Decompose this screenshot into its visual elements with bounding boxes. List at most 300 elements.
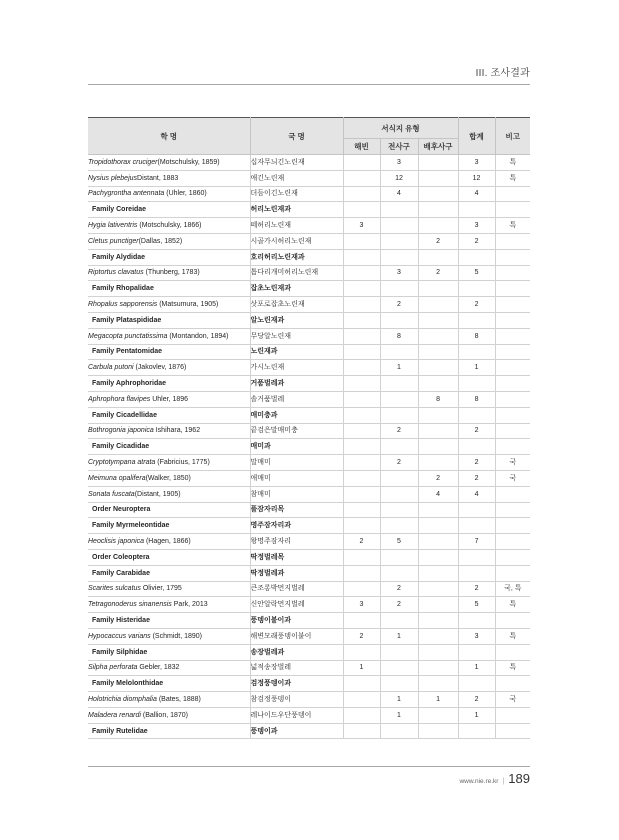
- family-name: Family Coreidae: [92, 206, 147, 214]
- species-author: (Matsumura, 1905): [157, 301, 219, 309]
- note-cell: [495, 644, 530, 660]
- foredune-count-cell: [380, 407, 418, 423]
- foredune-count-cell: [380, 376, 418, 392]
- scientific-name-cell: [88, 376, 250, 392]
- family-row: [88, 565, 530, 581]
- backdune-count-cell: [418, 644, 458, 660]
- total-count-cell: [458, 518, 495, 534]
- scientific-name-cell: [88, 155, 250, 171]
- foredune-count-cell: [380, 518, 418, 534]
- total-count-cell: 2: [458, 692, 495, 708]
- total-count-cell: [458, 312, 495, 328]
- page-footer: [459, 771, 530, 786]
- total-count-cell: 2: [458, 423, 495, 439]
- total-count-cell: [458, 202, 495, 218]
- total-count-cell: [458, 565, 495, 581]
- species-row: [88, 628, 530, 644]
- species-row: [88, 186, 530, 202]
- total-count-cell: 7: [458, 534, 495, 550]
- note-cell: [495, 565, 530, 581]
- species-author: (Dallas, 1852): [138, 237, 183, 245]
- beach-count-cell: [343, 502, 380, 518]
- beach-count-cell: [343, 155, 380, 171]
- korean-name-cell: 딱정벌레목: [250, 549, 343, 565]
- total-count-cell: [458, 376, 495, 392]
- backdune-count-cell: [418, 613, 458, 629]
- scientific-name-cell: [88, 597, 250, 613]
- header-note: 비고: [495, 118, 530, 155]
- header-korean-name: 국 명: [250, 118, 343, 155]
- beach-count-cell: [343, 391, 380, 407]
- backdune-count-cell: [418, 202, 458, 218]
- scientific-name-cell: [88, 391, 250, 407]
- backdune-count-cell: [418, 628, 458, 644]
- foredune-count-cell: 12: [380, 170, 418, 186]
- family-row: [88, 644, 530, 660]
- note-cell: [495, 707, 530, 723]
- family-name: Family Cicadellidae: [92, 411, 157, 419]
- backdune-count-cell: [418, 360, 458, 376]
- foredune-count-cell: [380, 344, 418, 360]
- note-cell: [495, 486, 530, 502]
- species-scientific-name: Tetragonoderus sinanensis: [88, 601, 172, 609]
- family-row: [88, 676, 530, 692]
- beach-count-cell: [343, 723, 380, 739]
- total-count-cell: 2: [458, 297, 495, 313]
- backdune-count-cell: 2: [418, 265, 458, 281]
- species-scientific-name: Meimuna opalifera: [88, 474, 146, 482]
- korean-name-cell: 말매미: [250, 455, 343, 471]
- foredune-count-cell: [380, 439, 418, 455]
- beach-count-cell: [343, 486, 380, 502]
- total-count-cell: [458, 249, 495, 265]
- species-row: [88, 423, 530, 439]
- family-row: [88, 281, 530, 297]
- total-count-cell: [458, 344, 495, 360]
- total-count-cell: 4: [458, 486, 495, 502]
- korean-name-cell: 풍뎅이붙이과: [250, 613, 343, 629]
- note-cell: [495, 502, 530, 518]
- beach-count-cell: 2: [343, 534, 380, 550]
- beach-count-cell: [343, 613, 380, 629]
- note-cell: 국: [495, 692, 530, 708]
- beach-count-cell: [343, 565, 380, 581]
- korean-name-cell: 시골가시허리노린재: [250, 233, 343, 249]
- foredune-count-cell: 2: [380, 297, 418, 313]
- note-cell: [495, 723, 530, 739]
- korean-name-cell: 허리노린재과: [250, 202, 343, 218]
- foredune-count-cell: [380, 723, 418, 739]
- beach-count-cell: [343, 439, 380, 455]
- backdune-count-cell: [418, 312, 458, 328]
- species-row: [88, 233, 530, 249]
- species-row: [88, 470, 530, 486]
- species-row: [88, 660, 530, 676]
- species-scientific-name: Pachygrontha antennata: [88, 190, 165, 198]
- species-scientific-name: Carbula putoni: [88, 364, 134, 372]
- scientific-name-cell: [88, 549, 250, 565]
- backdune-count-cell: [418, 439, 458, 455]
- total-count-cell: 3: [458, 218, 495, 234]
- foredune-count-cell: [380, 549, 418, 565]
- korean-name-cell: 알노린재과: [250, 312, 343, 328]
- scientific-name-cell: [88, 676, 250, 692]
- note-cell: [495, 233, 530, 249]
- backdune-count-cell: [418, 186, 458, 202]
- korean-name-cell: 톱다리개미허리노린재: [250, 265, 343, 281]
- species-scientific-name: Silpha perforata: [88, 664, 138, 672]
- backdune-count-cell: [418, 597, 458, 613]
- total-count-cell: 3: [458, 628, 495, 644]
- backdune-count-cell: [418, 707, 458, 723]
- foredune-count-cell: [380, 391, 418, 407]
- backdune-count-cell: [418, 218, 458, 234]
- family-name: Family Pentatomidae: [92, 348, 163, 356]
- footer-rule: [88, 766, 530, 767]
- backdune-count-cell: 8: [418, 391, 458, 407]
- species-author: Uhler, 1896: [150, 395, 189, 403]
- scientific-name-cell: [88, 613, 250, 629]
- backdune-count-cell: [418, 676, 458, 692]
- foredune-count-cell: 2: [380, 455, 418, 471]
- backdune-count-cell: 4: [418, 486, 458, 502]
- foredune-count-cell: 3: [380, 155, 418, 171]
- species-author: Gebler, 1832: [137, 664, 180, 672]
- backdune-count-cell: [418, 281, 458, 297]
- korean-name-cell: 해변모래풍뎅이붙이: [250, 628, 343, 644]
- species-scientific-name: Hygia lativentris: [88, 222, 138, 230]
- order-row: [88, 549, 530, 565]
- table-header: [88, 118, 530, 155]
- foredune-count-cell: 1: [380, 692, 418, 708]
- beach-count-cell: [343, 312, 380, 328]
- header-scientific-name: 학 명: [88, 118, 250, 155]
- backdune-count-cell: [418, 328, 458, 344]
- backdune-count-cell: [418, 549, 458, 565]
- family-row: [88, 723, 530, 739]
- scientific-name-cell: [88, 249, 250, 265]
- korean-name-cell: 애매미: [250, 470, 343, 486]
- species-row: [88, 360, 530, 376]
- note-cell: [495, 391, 530, 407]
- note-cell: [495, 297, 530, 313]
- note-cell: 특: [495, 628, 530, 644]
- family-name: Family Alydidae: [92, 253, 146, 261]
- beach-count-cell: [343, 344, 380, 360]
- korean-name-cell: 떼허리노린재: [250, 218, 343, 234]
- order-row: [88, 502, 530, 518]
- species-scientific-name: Heoclisis japonica: [88, 538, 145, 546]
- species-scientific-name: Riptortus clavatus: [88, 269, 144, 277]
- total-count-cell: 2: [458, 233, 495, 249]
- beach-count-cell: 2: [343, 628, 380, 644]
- scientific-name-cell: [88, 170, 250, 186]
- beach-count-cell: [343, 455, 380, 471]
- beach-count-cell: [343, 265, 380, 281]
- species-author: (Ballion, 1870): [140, 711, 189, 719]
- note-cell: [495, 423, 530, 439]
- header-backdune: 배후사구: [418, 139, 458, 155]
- korean-name-cell: 명주잠자리과: [250, 518, 343, 534]
- species-row: [88, 155, 530, 171]
- korean-name-cell: 잡초노린재과: [250, 281, 343, 297]
- foredune-count-cell: 1: [380, 628, 418, 644]
- backdune-count-cell: [418, 155, 458, 171]
- total-count-cell: [458, 549, 495, 565]
- foredune-count-cell: 2: [380, 581, 418, 597]
- table-body: [88, 155, 530, 739]
- foredune-count-cell: 3: [380, 265, 418, 281]
- family-row: [88, 407, 530, 423]
- footer-separator: |: [502, 778, 505, 785]
- korean-name-cell: 거품벌레과: [250, 376, 343, 392]
- family-name: Family Aphrophoridae: [92, 380, 167, 388]
- foredune-count-cell: [380, 202, 418, 218]
- scientific-name-cell: [88, 202, 250, 218]
- korean-name-cell: 참매미: [250, 486, 343, 502]
- footer-url: www.nie.re.kr: [459, 778, 499, 785]
- korean-name-cell: 더듬이긴노린재: [250, 186, 343, 202]
- family-row: [88, 613, 530, 629]
- korean-name-cell: 신안알락먼지벌레: [250, 597, 343, 613]
- scientific-name-cell: [88, 423, 250, 439]
- note-cell: [495, 249, 530, 265]
- species-row: [88, 707, 530, 723]
- scientific-name-cell: [88, 312, 250, 328]
- note-cell: 특: [495, 218, 530, 234]
- korean-name-cell: 끝검은말매미충: [250, 423, 343, 439]
- beach-count-cell: [343, 707, 380, 723]
- page-number: 189: [508, 771, 530, 786]
- species-row: [88, 534, 530, 550]
- backdune-count-cell: [418, 518, 458, 534]
- foredune-count-cell: [380, 502, 418, 518]
- species-row: [88, 265, 530, 281]
- total-count-cell: 8: [458, 328, 495, 344]
- backdune-count-cell: [418, 723, 458, 739]
- beach-count-cell: [343, 360, 380, 376]
- backdune-count-cell: [418, 565, 458, 581]
- scientific-name-cell: [88, 265, 250, 281]
- species-row: [88, 170, 530, 186]
- foredune-count-cell: 5: [380, 534, 418, 550]
- korean-name-cell: 검정풍뎅이과: [250, 676, 343, 692]
- total-count-cell: 5: [458, 265, 495, 281]
- header-total: 합계: [458, 118, 495, 155]
- species-author: (Walker, 1850): [145, 474, 191, 482]
- beach-count-cell: [343, 297, 380, 313]
- family-row: [88, 518, 530, 534]
- foredune-count-cell: [380, 249, 418, 265]
- beach-count-cell: [343, 549, 380, 565]
- order-name: Order Coleoptera: [92, 553, 150, 561]
- backdune-count-cell: 2: [418, 470, 458, 486]
- foredune-count-cell: 8: [380, 328, 418, 344]
- beach-count-cell: 3: [343, 218, 380, 234]
- species-scientific-name: Cletus punctiger: [88, 237, 139, 245]
- family-name: Family Melolonthidae: [92, 680, 164, 688]
- backdune-count-cell: [418, 660, 458, 676]
- backdune-count-cell: [418, 534, 458, 550]
- family-name: Family Myrmeleontidae: [92, 522, 170, 530]
- backdune-count-cell: [418, 249, 458, 265]
- total-count-cell: [458, 644, 495, 660]
- beach-count-cell: [343, 281, 380, 297]
- scientific-name-cell: [88, 233, 250, 249]
- species-author: (Thunberg, 1783): [143, 269, 200, 277]
- note-cell: 특: [495, 170, 530, 186]
- note-cell: [495, 407, 530, 423]
- total-count-cell: 2: [458, 455, 495, 471]
- species-scientific-name: Bothrogonia japonica: [88, 427, 154, 435]
- korean-name-cell: 큰조롱박먼지벌레: [250, 581, 343, 597]
- total-count-cell: 8: [458, 391, 495, 407]
- korean-name-cell: 레나이드우단풍뎅이: [250, 707, 343, 723]
- korean-name-cell: 무당알노린재: [250, 328, 343, 344]
- species-row: [88, 218, 530, 234]
- scientific-name-cell: [88, 518, 250, 534]
- korean-name-cell: 풍뎅이과: [250, 723, 343, 739]
- korean-name-cell: 매미과: [250, 439, 343, 455]
- foredune-count-cell: 1: [380, 360, 418, 376]
- foredune-count-cell: [380, 676, 418, 692]
- foredune-count-cell: [380, 218, 418, 234]
- family-row: [88, 376, 530, 392]
- foredune-count-cell: 2: [380, 423, 418, 439]
- species-author: (Motschulsky, 1866): [137, 222, 202, 230]
- korean-name-cell: 호리허리노린재과: [250, 249, 343, 265]
- korean-name-cell: 매미충과: [250, 407, 343, 423]
- korean-name-cell: 풀잠자리목: [250, 502, 343, 518]
- foredune-count-cell: 1: [380, 707, 418, 723]
- total-count-cell: 5: [458, 597, 495, 613]
- note-cell: [495, 549, 530, 565]
- note-cell: [495, 202, 530, 218]
- family-row: [88, 344, 530, 360]
- beach-count-cell: [343, 423, 380, 439]
- backdune-count-cell: 1: [418, 692, 458, 708]
- scientific-name-cell: [88, 328, 250, 344]
- beach-count-cell: 3: [343, 597, 380, 613]
- species-scientific-name: Cryptotympana atrata: [88, 459, 156, 467]
- species-scientific-name: Aphrophora flavipes: [88, 395, 151, 403]
- korean-name-cell: 솔거품벌레: [250, 391, 343, 407]
- foredune-count-cell: [380, 565, 418, 581]
- scientific-name-cell: [88, 407, 250, 423]
- total-count-cell: [458, 502, 495, 518]
- species-scientific-name: Rhopalus sapporensis: [88, 301, 158, 309]
- scientific-name-cell: [88, 486, 250, 502]
- korean-name-cell: 노린재과: [250, 344, 343, 360]
- total-count-cell: 1: [458, 707, 495, 723]
- scientific-name-cell: [88, 297, 250, 313]
- foredune-count-cell: [380, 281, 418, 297]
- beach-count-cell: [343, 202, 380, 218]
- note-cell: [495, 676, 530, 692]
- family-row: [88, 249, 530, 265]
- total-count-cell: 12: [458, 170, 495, 186]
- note-cell: 국: [495, 470, 530, 486]
- species-row: [88, 328, 530, 344]
- beach-count-cell: [343, 170, 380, 186]
- note-cell: [495, 344, 530, 360]
- section-title: III. 조사결과: [475, 68, 530, 79]
- scientific-name-cell: [88, 628, 250, 644]
- header-habitat-type: 서식지 유형: [343, 118, 458, 139]
- scientific-name-cell: [88, 692, 250, 708]
- species-author: (Distant, 1905): [134, 490, 181, 498]
- scientific-name-cell: [88, 581, 250, 597]
- scientific-name-cell: [88, 723, 250, 739]
- note-cell: [495, 534, 530, 550]
- note-cell: [495, 265, 530, 281]
- species-author: Distant, 1883: [137, 174, 179, 182]
- note-cell: 특: [495, 155, 530, 171]
- species-scientific-name: Megacopta punctatissima: [88, 332, 168, 340]
- species-scientific-name: Nysius plebejus: [88, 174, 138, 182]
- species-author: (Motschulsky, 1859): [157, 158, 220, 166]
- species-scientific-name: Hypocaccus varians: [88, 632, 151, 640]
- scientific-name-cell: [88, 439, 250, 455]
- family-row: [88, 202, 530, 218]
- scientific-name-cell: [88, 470, 250, 486]
- beach-count-cell: [343, 581, 380, 597]
- species-author: Ishihara, 1962: [153, 427, 201, 435]
- family-name: Family Silphidae: [92, 648, 148, 656]
- beach-count-cell: [343, 328, 380, 344]
- foredune-count-cell: 4: [380, 186, 418, 202]
- family-name: Family Histeridae: [92, 617, 150, 624]
- foredune-count-cell: [380, 470, 418, 486]
- scientific-name-cell: [88, 360, 250, 376]
- scientific-name-cell: [88, 534, 250, 550]
- korean-name-cell: 애긴노린재: [250, 170, 343, 186]
- beach-count-cell: [343, 376, 380, 392]
- total-count-cell: 2: [458, 581, 495, 597]
- backdune-count-cell: 2: [418, 233, 458, 249]
- note-cell: [495, 376, 530, 392]
- beach-count-cell: [343, 249, 380, 265]
- total-count-cell: 3: [458, 155, 495, 171]
- family-name: Family Rutelidae: [92, 727, 148, 735]
- backdune-count-cell: [418, 502, 458, 518]
- species-author: (Bates, 1888): [156, 695, 201, 703]
- backdune-count-cell: [418, 344, 458, 360]
- total-count-cell: [458, 439, 495, 455]
- scientific-name-cell: [88, 186, 250, 202]
- backdune-count-cell: [418, 407, 458, 423]
- species-row: [88, 486, 530, 502]
- korean-name-cell: 십자무늬긴노린재: [250, 155, 343, 171]
- species-scientific-name: Sonata fuscata: [88, 490, 135, 498]
- backdune-count-cell: [418, 581, 458, 597]
- korean-name-cell: 참검정풍뎅이: [250, 692, 343, 708]
- scientific-name-cell: [88, 281, 250, 297]
- backdune-count-cell: [418, 170, 458, 186]
- note-cell: [495, 312, 530, 328]
- scientific-name-cell: [88, 707, 250, 723]
- species-row: [88, 597, 530, 613]
- total-count-cell: [458, 676, 495, 692]
- scientific-name-cell: [88, 660, 250, 676]
- korean-name-cell: 가시노린재: [250, 360, 343, 376]
- total-count-cell: [458, 723, 495, 739]
- species-author: (Schmidt, 1890): [150, 632, 202, 640]
- species-scientific-name: Tropidothorax cruciger: [88, 158, 158, 166]
- family-name: Family Plataspididae: [92, 316, 162, 324]
- total-count-cell: [458, 613, 495, 629]
- total-count-cell: [458, 281, 495, 297]
